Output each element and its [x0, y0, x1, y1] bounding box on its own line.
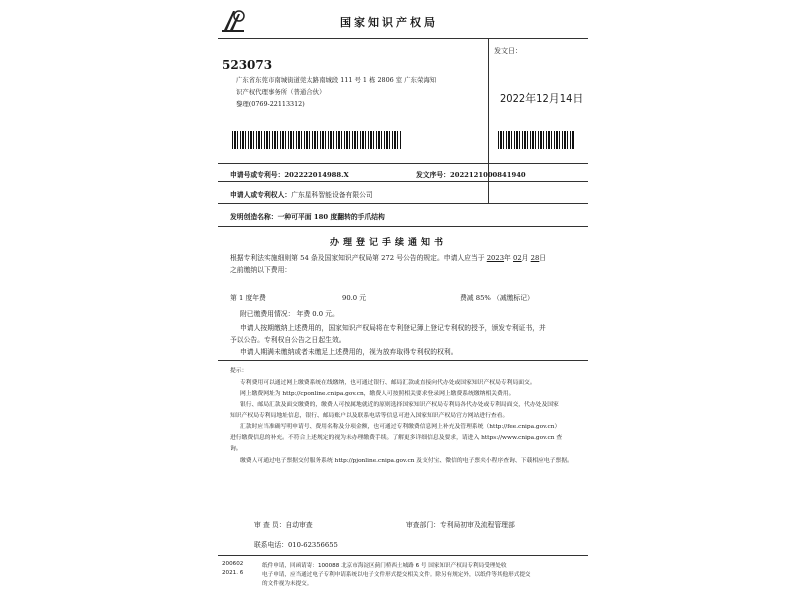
tips-heading: 提示： — [230, 368, 248, 374]
agency-name: 国家知识产权局 — [340, 16, 438, 29]
tip-line: 询。 — [230, 446, 242, 452]
phone-value: 010-62356655 — [287, 541, 338, 549]
tip-line: 进行缴费信息的补充。不符合上述规定的视为未办理缴费手续。了解更多详细信息及要求，请进入 https://www.cnipa.gov.cn 查 — [230, 435, 563, 441]
applicant-value: 广东星科智能设备有限公司 — [291, 191, 373, 199]
phone-label: 联系电话： — [254, 541, 288, 549]
due-year: 2023 — [486, 254, 505, 262]
reviewer-value: 自动审查 — [285, 521, 313, 529]
tip-line: 汇款时应当准确写明申请号、费用名称及分项金额，也可通过专利缴费信息网上补充及管理系统（http://fee.cnipa.gov.cn） — [240, 424, 561, 430]
due-day: 28 — [530, 254, 540, 262]
rule — [218, 360, 588, 361]
send-date-label: 发文日： — [494, 47, 522, 55]
serial-label: 发文序号： — [416, 171, 450, 179]
dept-value: 专利局初审及流程管理部 — [439, 521, 515, 529]
app-no-value: 202222014988.X — [284, 171, 349, 179]
fee-reduction: 费减 85% （减缴标记） — [460, 294, 534, 302]
month-unit: 月 — [521, 254, 529, 262]
rule — [218, 203, 588, 204]
notice-p3: 申请人期满未缴纳或者未缴足上述费用的，视为放弃取得专利权的权利。 — [240, 348, 458, 356]
postcode: 523073 — [222, 58, 273, 72]
notice-p1b: 之前缴纳以下费用： — [230, 266, 292, 274]
app-no-label: 申请号或专利号： — [230, 171, 285, 179]
tip-line: 银行、邮局汇款及面交缴费的，缴费人可按属地就近的原则选择国家知识产权局专利局各代办处或专利局面交，代办处及国家 — [240, 402, 559, 408]
year-unit: 年 — [504, 254, 511, 262]
rule — [218, 181, 588, 182]
cnipa-emblem-icon — [220, 8, 246, 34]
fee-amount: 90.0 元 — [342, 294, 367, 302]
form-version: 2021. 6 — [222, 570, 244, 576]
footer-line-1: 纸件申请，回函请寄：100088 北京市海淀区蓟门桥西土城路 6 号 国家知识产权局专利局受理处收 — [262, 563, 507, 569]
notice-title: 办理登记手续通知书 — [330, 238, 448, 248]
address-line-3: 黎理(0769-22113312) — [236, 100, 305, 108]
tip-line: 专利费用可以通过网上缴费系统在线缴纳，也可通过银行、邮局汇款或直接向代办处或国家知识产权局专利局面交。 — [240, 380, 536, 386]
notice-p2: 申请人按期缴纳上述费用的，国家知识产权局将在专利登记簿上登记专利权的授予，颁发专利证书，并 — [240, 324, 546, 332]
footer-line-3: 的文件视为未提交。 — [262, 581, 313, 587]
tip-line: 知识产权局专利局地址信息，银行、邮局账户以及联系电话等信息可进入国家知识产权局官方网站进行查看。 — [230, 413, 509, 419]
barcode-image-small — [498, 131, 574, 149]
notice-p1a: 根据专利法实施细则第 54 条及国家知识产权局第 272 号公告的规定。申请人应当于 — [230, 254, 485, 262]
form-code: 200602 — [222, 561, 244, 567]
dept-label: 审查部门： — [406, 521, 440, 529]
serial-value: 2022121000841940 — [449, 171, 526, 179]
rule — [218, 163, 588, 164]
invention-value: 一种可平面 180 度翻转的手爪结构 — [277, 213, 385, 221]
barcode-image — [232, 131, 402, 149]
send-date: 2022年12月14日 — [500, 92, 584, 105]
applicant-label: 申请人或专利权人： — [230, 191, 292, 199]
address-line-2: 识产权代理事务所（普通合伙） — [236, 88, 326, 96]
address-line-1: 广东省东莞市南城街道莞太路南城段 111 号 1 栋 2806 室 广东荣海知 — [236, 76, 437, 84]
rule — [218, 555, 588, 556]
notice-p2b: 予以公告。专利权自公告之日起生效。 — [230, 336, 346, 344]
extra-fee: 附已缴费用情况： 年费 0.0 元。 — [240, 310, 339, 318]
reviewer-label: 审 查 员： — [254, 521, 286, 529]
tip-line: 缴费人可通过电子票据交付服务系统 http://pjonline.cnipa.gov.cn 及支付宝、微信的电子票夹小程序查询、下载相应电子票据。 — [240, 458, 573, 464]
day-unit: 日 — [539, 254, 547, 262]
invention-label: 发明创造名称： — [230, 213, 278, 221]
top-rule — [218, 38, 588, 39]
fee-name: 第 1 度年费 — [230, 294, 266, 302]
due-month: 02 — [513, 254, 522, 262]
footer-line-2: 电子申请，应当通过电子专利申请系统以电子文件形式提交相关文件。除另有规定外，以纸件等其他形式提交 — [262, 572, 531, 578]
rule — [218, 226, 588, 227]
tip-line: 网上缴费网址为 http://cponline.cnipa.gov.cn，缴费人可按照相关要求登录网上缴费系统缴纳相关费用。 — [240, 391, 515, 397]
notice-document — [210, 0, 590, 600]
